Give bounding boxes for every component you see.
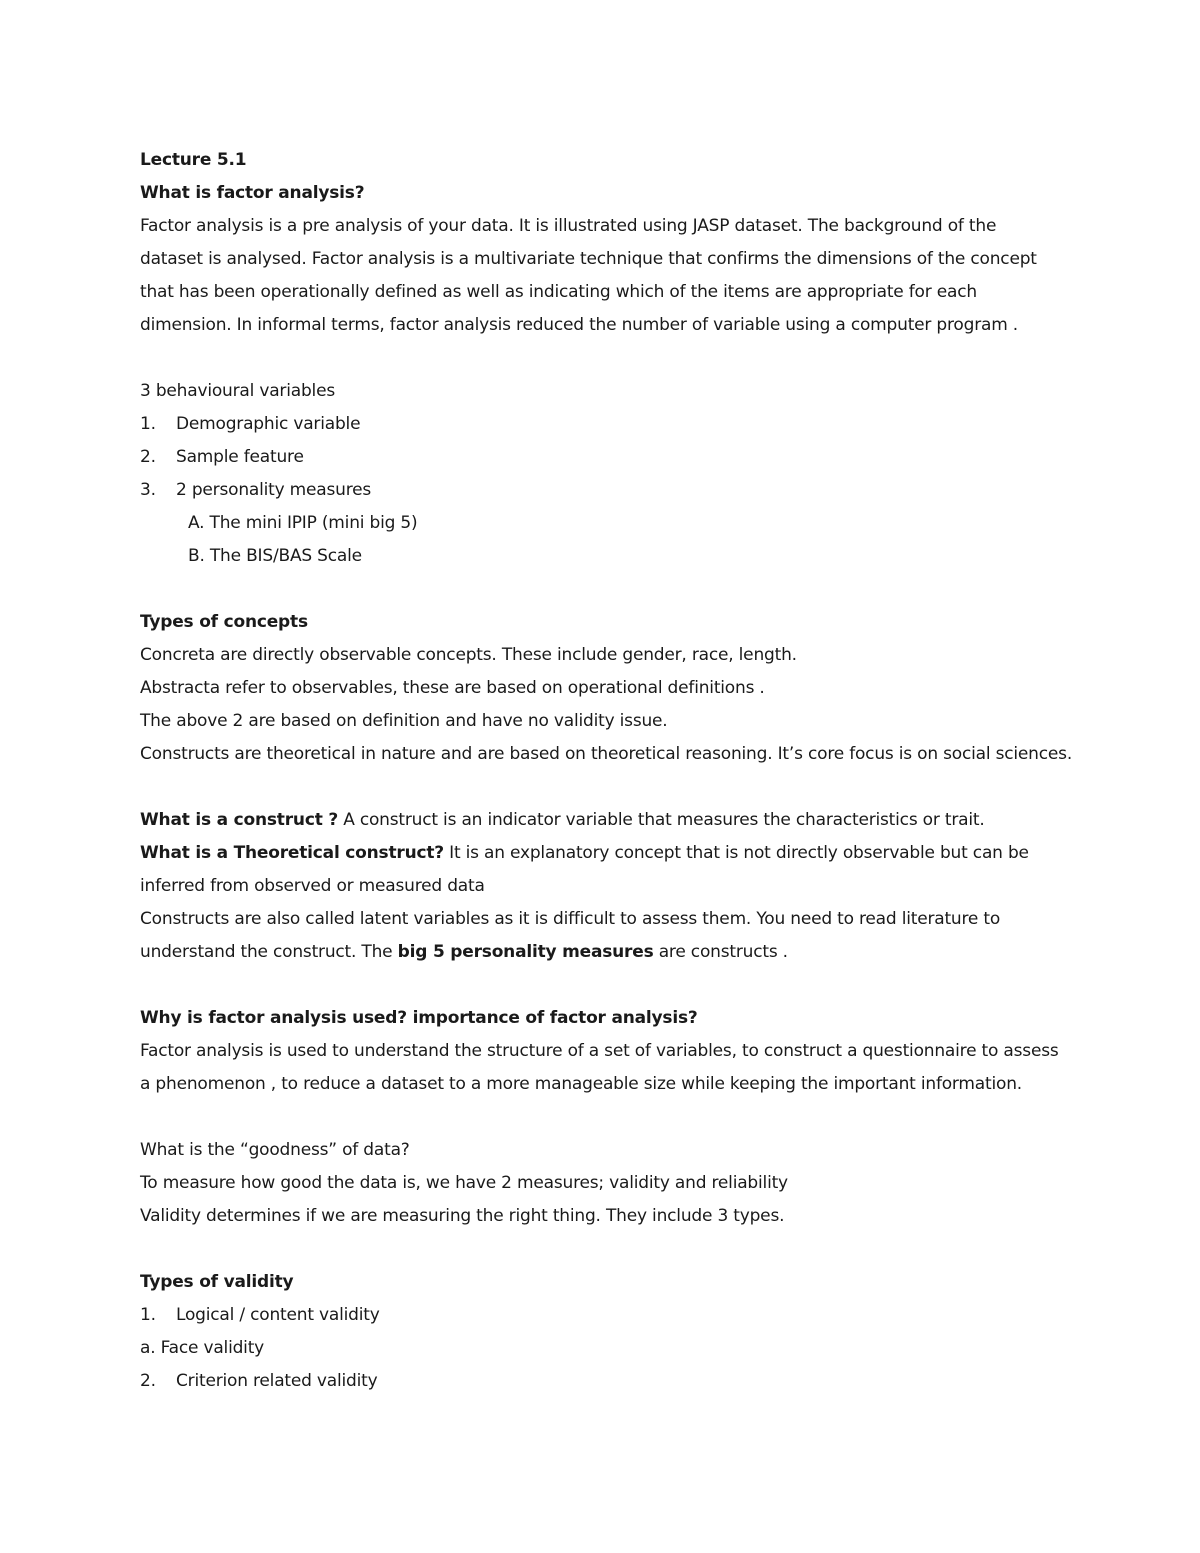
list-number: 2. [140, 1371, 156, 1391]
construct-question-label: What is a construct ? [140, 810, 338, 830]
list-text: Criterion related validity [176, 1371, 378, 1391]
list-item [140, 1299, 1060, 1332]
goodness-line: Validity determines if we are measuring the right thing. They include 3 types. [140, 1206, 785, 1226]
concept-line: Abstracta refer to observables, these are based on operational definitions . [140, 678, 765, 698]
heading-types-of-concepts: Types of concepts [140, 612, 308, 632]
paragraph-why-factor-analysis: Factor analysis is used to understand the structure of a set of variables, to construct a questionnaire to assess a phenomenon , to reduce a dataset to a more manageable size while keeping the important information. [140, 1041, 1059, 1094]
sub-list-item: B. The BIS/BAS Scale [188, 546, 362, 566]
list-number: 2. [140, 447, 156, 467]
theoretical-construct-answer: It is an explanatory concept that is not directly observable but can be inferred from observed or measured data [140, 843, 1029, 896]
spacer [140, 342, 1060, 375]
latent-variables-paragraph [140, 903, 1060, 969]
validity-subitem: a. Face validity [140, 1338, 265, 1358]
list-item [140, 474, 1060, 507]
goodness-line: What is the “goodness” of data? [140, 1140, 410, 1160]
heading-why-factor-analysis: Why is factor analysis used? importance of factor analysis? [140, 1008, 698, 1028]
construct-question [140, 804, 1060, 837]
sub-list-item: A. The mini IPIP (mini big 5) [188, 513, 418, 533]
latent-text-start: Constructs are also called latent variables as it is difficult to assess them. You need to read literature to understand the construct. The [140, 909, 1001, 962]
big5-emphasis: big 5 personality measures [397, 942, 654, 962]
list-item [140, 441, 1060, 474]
theoretical-construct-question [140, 837, 1060, 903]
spacer [140, 771, 1060, 804]
paragraph-factor-analysis: Factor analysis is a pre analysis of your data. It is illustrated using JASP dataset. The background of the dataset is analysed. Factor analysis is a multivariate technique that confirms the dimensions of the concept that has been operationally defined as well as indicating which of the items are appropriate for each dimension. In informal terms, factor analysis reduced the number of variable using a computer program . [140, 216, 1037, 335]
spacer [140, 573, 1060, 606]
spacer [140, 1233, 1060, 1266]
list-number: 3. [140, 480, 156, 500]
behavioural-intro: 3 behavioural variables [140, 381, 335, 401]
concept-line: Concreta are directly observable concepts. These include gender, race, length. [140, 645, 797, 665]
spacer [140, 1101, 1060, 1134]
heading-what-is-factor-analysis: What is factor analysis? [140, 183, 365, 203]
list-text: 2 personality measures [176, 480, 372, 500]
latent-text-end: are constructs . [653, 942, 788, 962]
list-text: Demographic variable [176, 414, 361, 434]
list-text: Sample feature [176, 447, 304, 467]
concept-line: Constructs are theoretical in nature and are based on theoretical reasoning. It’s core focus is on social sciences. [140, 744, 1073, 764]
concept-line: The above 2 are based on definition and have no validity issue. [140, 711, 668, 731]
list-item [140, 1365, 1060, 1398]
list-number: 1. [140, 414, 156, 434]
lecture-title: Lecture 5.1 [140, 150, 247, 170]
document-page [140, 144, 1073, 1398]
heading-types-of-validity: Types of validity [140, 1272, 294, 1292]
goodness-line: To measure how good the data is, we have 2 measures; validity and reliability [140, 1173, 788, 1193]
list-item [140, 408, 1060, 441]
list-text: Logical / content validity [176, 1305, 380, 1325]
construct-question-answer: A construct is an indicator variable that measures the characteristics or trait. [338, 810, 985, 830]
spacer [140, 969, 1060, 1002]
list-number: 1. [140, 1305, 156, 1325]
theoretical-construct-label: What is a Theoretical construct? [140, 843, 444, 863]
